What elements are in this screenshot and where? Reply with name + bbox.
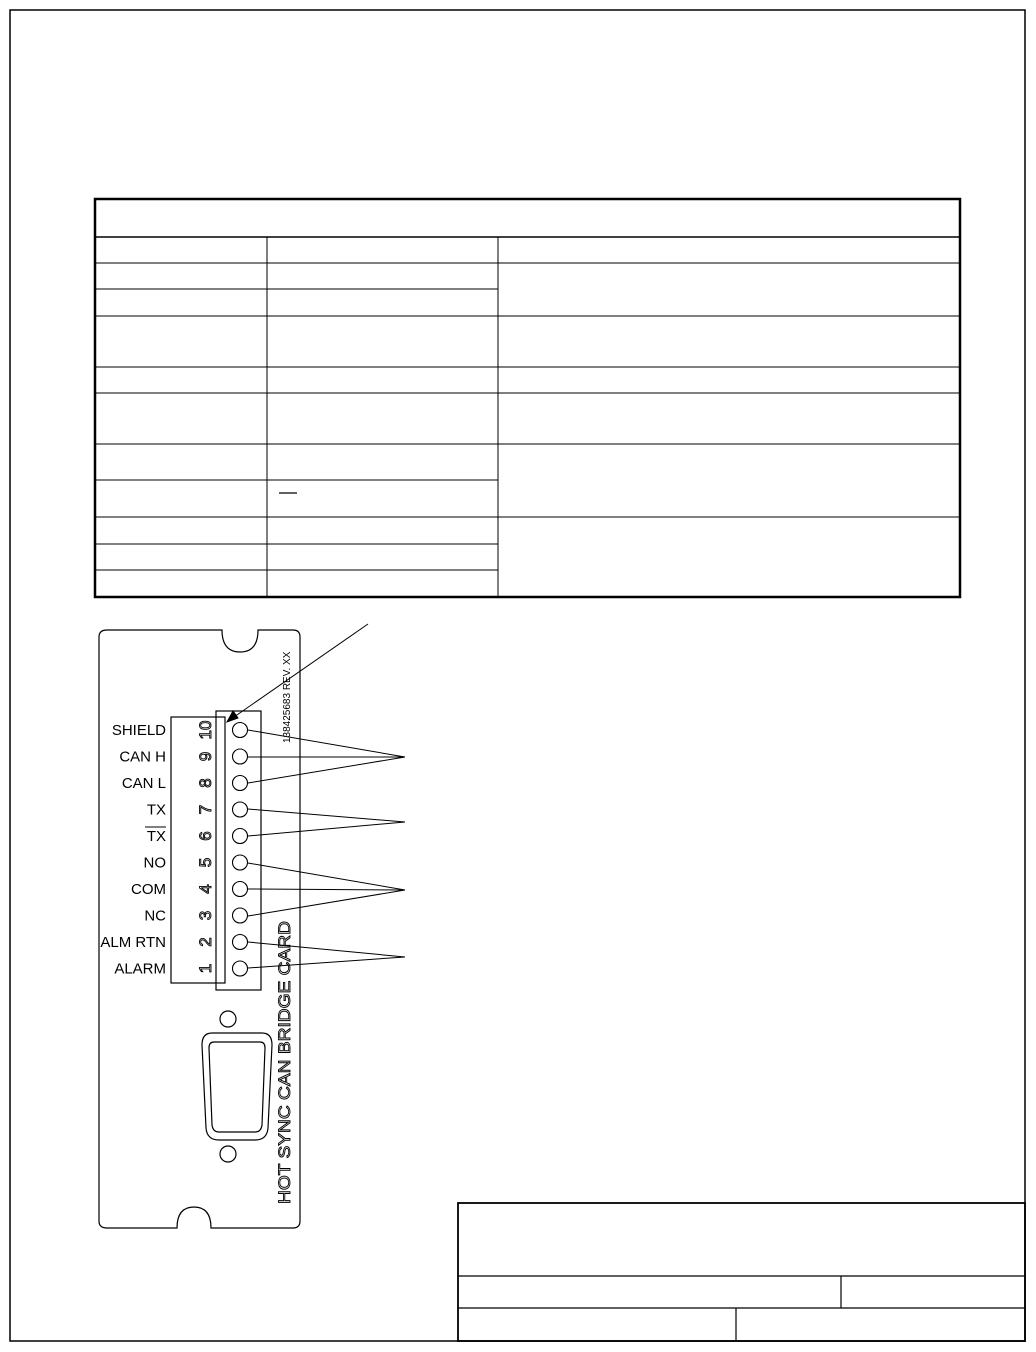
pin-assignment-table: [95, 199, 960, 597]
card-faceplate: [99, 630, 300, 1228]
pin-number: 5: [196, 857, 215, 868]
terminal-label: SHIELD: [111, 722, 166, 739]
pin-number: 8: [196, 778, 215, 788]
leader-line: [248, 822, 405, 836]
terminal-screw-hole: [233, 723, 248, 738]
terminal-label: TX: [146, 828, 166, 845]
pin-number: 3: [196, 910, 215, 921]
terminal-label: ALM RTN: [100, 934, 166, 951]
leader-line: [248, 730, 405, 757]
terminal-label: TX: [146, 801, 166, 819]
db9-screw-bottom: [220, 1146, 236, 1162]
db9-connector-inner: [209, 1042, 265, 1132]
terminal-screw-hole: [233, 855, 248, 870]
part-number-label: 138425683 REV. XX: [282, 651, 293, 743]
drawing-border: [10, 10, 1025, 1341]
terminal-screw-hole: [233, 749, 248, 764]
leader-line: [248, 809, 405, 822]
leader-line: [248, 942, 405, 957]
pin-number: 10: [196, 720, 215, 740]
title-block: [458, 1203, 1025, 1341]
leader-lines: [227, 624, 405, 968]
faceplate-outline: [99, 630, 300, 1228]
pin-number: 9: [196, 751, 215, 762]
arrowhead-icon: [227, 711, 238, 722]
leader-line: [248, 889, 405, 890]
pin-number: 6: [196, 831, 215, 841]
db9-screw-top: [220, 1011, 236, 1027]
terminal-screw-hole: [233, 882, 248, 897]
terminal-label: COM: [131, 881, 166, 898]
leader-line: [248, 757, 405, 783]
card-title: HOT SYNC CAN BRIDGE CARD: [275, 953, 294, 1204]
terminal-label: NC: [144, 907, 166, 925]
pin-number: 1: [196, 963, 215, 974]
terminal-screw-hole: [233, 961, 248, 976]
connector-pointer-line: [234, 624, 368, 717]
terminal-label: ALARM: [114, 960, 166, 978]
pin-number: 7: [196, 804, 215, 815]
title-block-border: [458, 1203, 1025, 1341]
terminal-screw-hole: [233, 829, 248, 844]
pin-number: 2: [196, 937, 215, 947]
terminal-screw-hole: [233, 776, 248, 791]
terminal-label: NO: [143, 854, 166, 872]
terminal-screw-hole: [233, 935, 248, 950]
terminal-screw-hole: [233, 802, 248, 817]
table-outer-border: [95, 199, 960, 597]
terminal-label: CAN H: [119, 748, 166, 766]
pin-number: 4: [196, 884, 215, 894]
leader-line: [248, 957, 405, 968]
leader-line: [248, 890, 405, 916]
leader-line: [248, 863, 405, 890]
terminal-label: CAN L: [121, 775, 166, 792]
terminal-screw-hole: [233, 908, 248, 923]
